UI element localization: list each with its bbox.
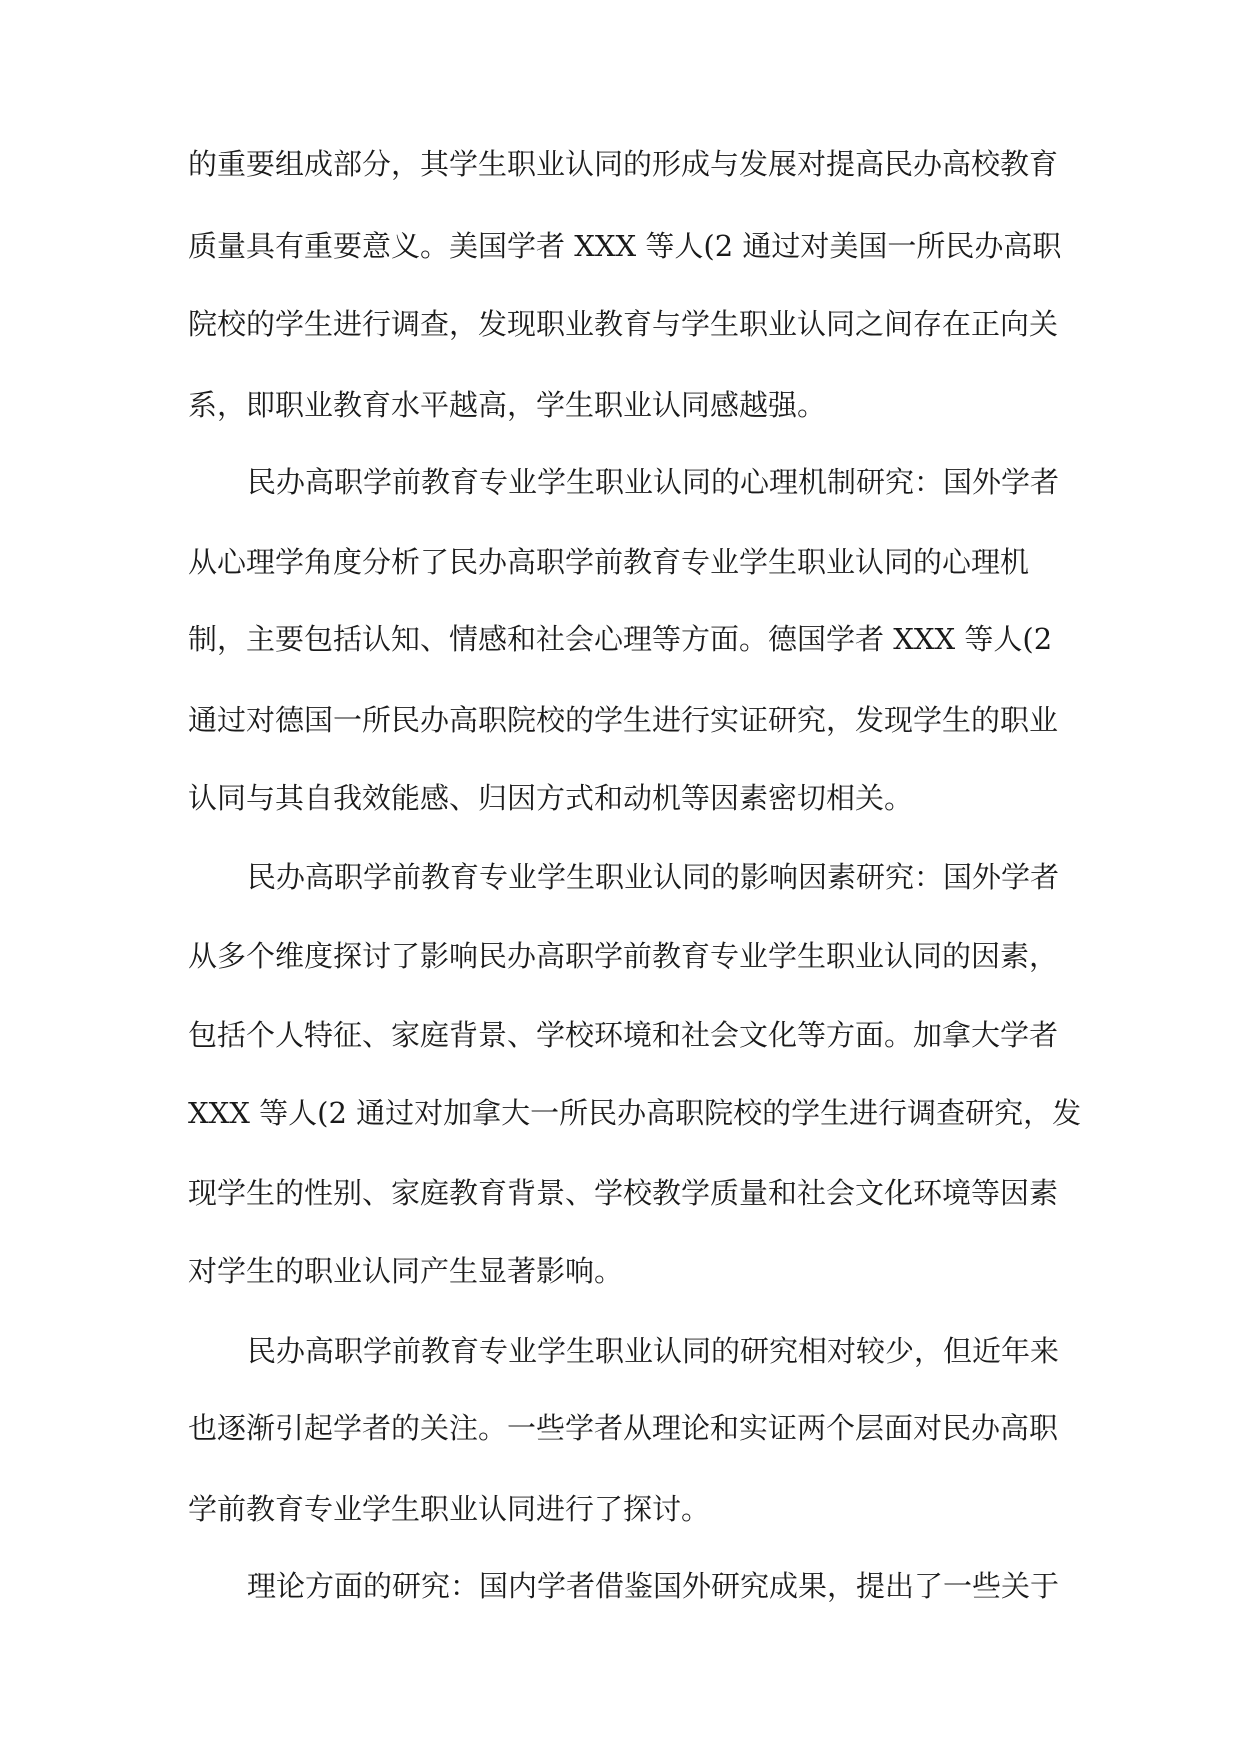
text-line: 从心理学角度分析了民办高职学前教育专业学生职业认同的心理机 <box>188 545 1030 579</box>
text-line: 的重要组成部分，其学生职业认同的形成与发展对提高民办高校教育 <box>188 147 1059 181</box>
text-line: 院校的学生进行调查，发现职业教育与学生职业认同之间存在正向关 <box>188 307 1059 341</box>
text-line: 质量具有重要意义。美国学者 XXX 等人(2 通过对美国一所民办高职 <box>188 229 1062 263</box>
text-line: 对学生的职业认同产生显著影响。 <box>188 1254 624 1288</box>
text-line: 通过对德国一所民办高职院校的学生进行实证研究，发现学生的职业 <box>188 703 1059 737</box>
text-line: 民办高职学前教育专业学生职业认同的研究相对较少，但近年来 <box>247 1334 1060 1368</box>
text-line: 民办高职学前教育专业学生职业认同的影响因素研究：国外学者 <box>247 860 1060 894</box>
text-line: 包括个人特征、家庭背景、学校环境和社会文化等方面。加拿大学者 <box>188 1018 1059 1052</box>
text-line: XXX 等人(2 通过对加拿大一所民办高职院校的学生进行调查研究，发 <box>188 1096 1082 1130</box>
text-line: 系，即职业教育水平越高，学生职业认同感越强。 <box>188 388 827 422</box>
text-line: 现学生的性别、家庭教育背景、学校教学质量和社会文化环境等因素 <box>188 1176 1059 1210</box>
text-line: 理论方面的研究：国内学者借鉴国外研究成果，提出了一些关于 <box>247 1569 1060 1603</box>
text-line: 也逐渐引起学者的关注。一些学者从理论和实证两个层面对民办高职 <box>188 1411 1059 1445</box>
text-line: 民办高职学前教育专业学生职业认同的心理机制研究：国外学者 <box>247 465 1060 499</box>
text-line: 从多个维度探讨了影响民办高职学前教育专业学生职业认同的因素， <box>188 939 1059 973</box>
text-line: 学前教育专业学生职业认同进行了探讨。 <box>188 1492 711 1526</box>
text-line: 制，主要包括认知、情感和社会心理等方面。德国学者 XXX 等人(2 <box>188 622 1053 656</box>
text-line: 认同与其自我效能感、归因方式和动机等因素密切相关。 <box>188 781 914 815</box>
